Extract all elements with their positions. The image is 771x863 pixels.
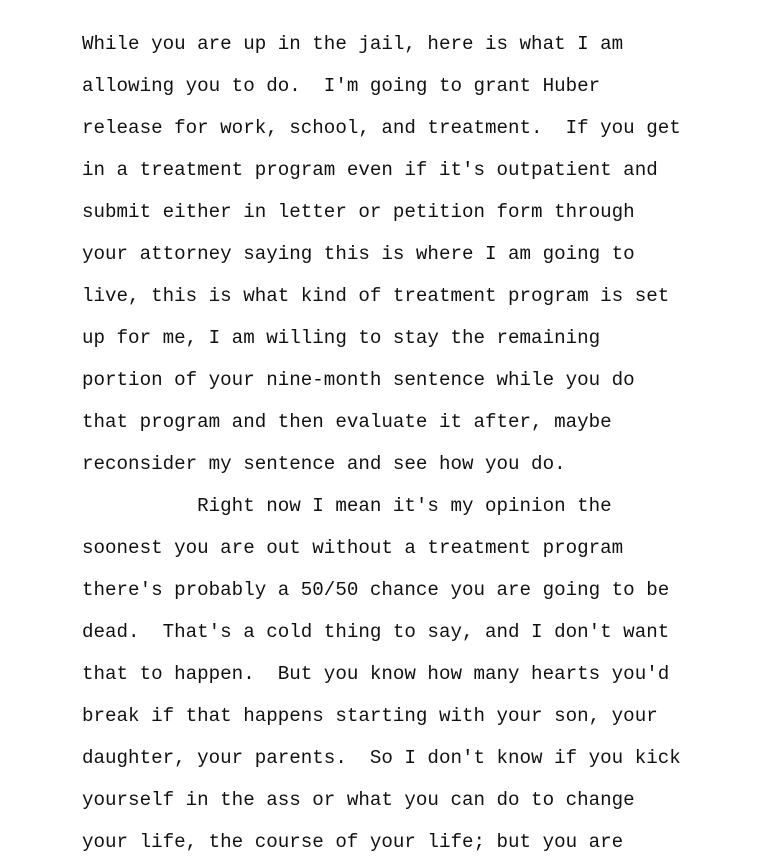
transcript-line: reconsider my sentence and see how you do. [82, 453, 566, 475]
transcript-line: yourself in the ass or what you can do to change [82, 789, 635, 811]
transcript-line: your attorney saying this is where I am going to [82, 243, 635, 265]
transcript-line: there's probably a 50/50 chance you are going to be [82, 579, 670, 601]
transcript-line: break if that happens starting with your son, your [82, 705, 658, 727]
transcript-line: daughter, your parents. So I don't know if you kick [82, 747, 681, 769]
transcript-line: live, this is what kind of treatment program is set [82, 285, 670, 307]
transcript-line: that to happen. But you know how many hearts you'd [82, 663, 670, 685]
transcript-line: Right now I mean it's my opinion the [82, 495, 612, 517]
transcript-line: allowing you to do. I'm going to grant Huber [82, 75, 601, 97]
transcript-line: submit either in letter or petition form through [82, 201, 635, 223]
transcript-line: up for me, I am willing to stay the remaining [82, 327, 601, 349]
transcript-line: dead. That's a cold thing to say, and I don't want [82, 621, 670, 643]
transcript-line: that program and then evaluate it after, maybe [82, 411, 612, 433]
transcript-line: While you are up in the jail, here is what I am [82, 33, 624, 55]
transcript-line: your life, the course of your life; but you are [82, 831, 624, 853]
transcript-line: portion of your nine-month sentence while you do [82, 369, 635, 391]
transcript-text-block [82, 23, 742, 863]
transcript-line: release for work, school, and treatment. If you get [82, 117, 681, 139]
transcript-line: soonest you are out without a treatment program [82, 537, 624, 559]
transcript-line: in a treatment program even if it's outpatient and [82, 159, 658, 181]
